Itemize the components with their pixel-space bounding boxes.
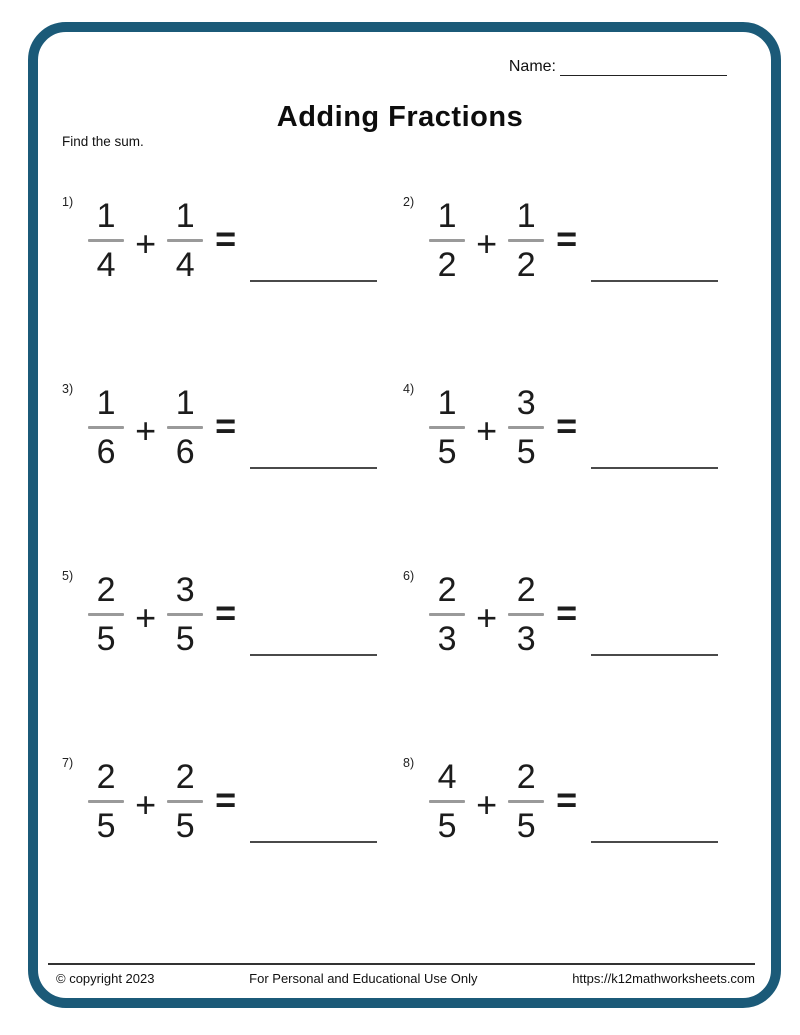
answer-blank <box>591 280 718 282</box>
plus-operator: + <box>476 223 498 264</box>
fraction-bar <box>88 239 124 242</box>
fraction <box>429 570 465 658</box>
expression <box>429 196 718 284</box>
fraction-bar <box>508 613 544 616</box>
numerator: 1 <box>516 196 536 235</box>
denominator: 4 <box>96 245 116 284</box>
numerator: 1 <box>175 196 195 235</box>
problem-number: 3) <box>62 382 74 396</box>
plus-operator: + <box>135 784 157 825</box>
problem-number: 8) <box>403 756 415 770</box>
answer-blank <box>250 280 377 282</box>
fraction <box>429 196 465 284</box>
numerator: 2 <box>175 757 195 796</box>
fraction <box>88 570 124 658</box>
answer-blank <box>250 841 377 843</box>
equals-sign: = <box>215 217 237 259</box>
expression <box>88 757 377 845</box>
numerator: 1 <box>437 383 457 422</box>
fraction <box>429 757 465 845</box>
answer-blank <box>591 841 718 843</box>
numerator: 2 <box>516 757 536 796</box>
name-label: Name: <box>508 58 556 75</box>
numerator: 1 <box>96 196 116 235</box>
problem-7 <box>62 753 403 940</box>
plus-operator: + <box>476 410 498 451</box>
plus-operator: + <box>135 597 157 638</box>
plus-operator: + <box>476 597 498 638</box>
fraction-bar <box>167 613 203 616</box>
equals-sign: = <box>556 591 578 633</box>
answer-blank <box>250 467 377 469</box>
denominator: 4 <box>175 245 195 284</box>
fraction <box>88 196 124 284</box>
fraction <box>508 570 544 658</box>
problem-number: 2) <box>403 195 415 209</box>
denominator: 3 <box>437 619 457 658</box>
fraction-bar <box>508 800 544 803</box>
problem-number: 1) <box>62 195 74 209</box>
problem-3 <box>62 379 403 566</box>
fraction <box>167 383 203 471</box>
numerator: 3 <box>175 570 195 609</box>
expression <box>429 570 718 658</box>
problem-number: 6) <box>403 569 415 583</box>
numerator: 2 <box>437 570 457 609</box>
fraction-bar <box>167 426 203 429</box>
expression <box>429 757 718 845</box>
problem-5 <box>62 566 403 753</box>
footer-divider <box>48 963 755 965</box>
problem-number: 4) <box>403 382 415 396</box>
denominator: 5 <box>175 619 195 658</box>
problem-6 <box>403 566 732 753</box>
expression <box>88 383 377 471</box>
fraction <box>508 383 544 471</box>
denominator: 6 <box>96 432 116 471</box>
name-row <box>509 58 727 76</box>
fraction-bar <box>429 613 465 616</box>
fraction-bar <box>429 426 465 429</box>
denominator: 5 <box>175 806 195 845</box>
fraction-bar <box>429 800 465 803</box>
fraction-bar <box>88 613 124 616</box>
denominator: 3 <box>516 619 536 658</box>
equals-sign: = <box>215 404 237 446</box>
answer-blank <box>591 654 718 656</box>
expression <box>88 570 377 658</box>
problem-number: 7) <box>62 756 74 770</box>
equals-sign: = <box>215 591 237 633</box>
usage-text: For Personal and Educational Use Only <box>249 971 478 986</box>
equals-sign: = <box>556 217 578 259</box>
equals-sign: = <box>215 778 237 820</box>
fraction <box>167 196 203 284</box>
numerator: 4 <box>437 757 457 796</box>
denominator: 5 <box>516 432 536 471</box>
footer <box>56 971 755 986</box>
fraction <box>88 757 124 845</box>
numerator: 1 <box>175 383 195 422</box>
name-blank-line <box>560 58 727 76</box>
answer-blank <box>250 654 377 656</box>
fraction-bar <box>167 800 203 803</box>
denominator: 6 <box>175 432 195 471</box>
answer-blank <box>591 467 718 469</box>
plus-operator: + <box>135 223 157 264</box>
denominator: 5 <box>437 806 457 845</box>
denominator: 5 <box>96 806 116 845</box>
problem-4 <box>403 379 732 566</box>
fraction <box>88 383 124 471</box>
problem-number: 5) <box>62 569 74 583</box>
plus-operator: + <box>135 410 157 451</box>
fraction-bar <box>508 239 544 242</box>
numerator: 2 <box>96 570 116 609</box>
fraction <box>508 757 544 845</box>
fraction <box>508 196 544 284</box>
denominator: 2 <box>516 245 536 284</box>
instruction-text: Find the sum. <box>62 134 144 149</box>
equals-sign: = <box>556 778 578 820</box>
numerator: 1 <box>437 196 457 235</box>
expression <box>88 196 377 284</box>
numerator: 2 <box>96 757 116 796</box>
fraction-bar <box>88 800 124 803</box>
expression <box>429 383 718 471</box>
problem-2 <box>403 192 732 379</box>
fraction-bar <box>429 239 465 242</box>
fraction <box>167 570 203 658</box>
denominator: 2 <box>437 245 457 284</box>
denominator: 5 <box>437 432 457 471</box>
denominator: 5 <box>96 619 116 658</box>
problem-8 <box>403 753 732 940</box>
problem-1 <box>62 192 403 379</box>
equals-sign: = <box>556 404 578 446</box>
denominator: 5 <box>516 806 536 845</box>
numerator: 1 <box>96 383 116 422</box>
numerator: 2 <box>516 570 536 609</box>
plus-operator: + <box>476 784 498 825</box>
fraction-bar <box>88 426 124 429</box>
fraction-bar <box>167 239 203 242</box>
fraction <box>167 757 203 845</box>
problems-grid <box>62 192 732 940</box>
fraction-bar <box>508 426 544 429</box>
worksheet-title: Adding Fractions <box>276 101 524 133</box>
fraction <box>429 383 465 471</box>
copyright-text: © copyright 2023 <box>56 971 155 986</box>
numerator: 3 <box>516 383 536 422</box>
website-url: https://k12mathworksheets.com <box>572 971 755 986</box>
